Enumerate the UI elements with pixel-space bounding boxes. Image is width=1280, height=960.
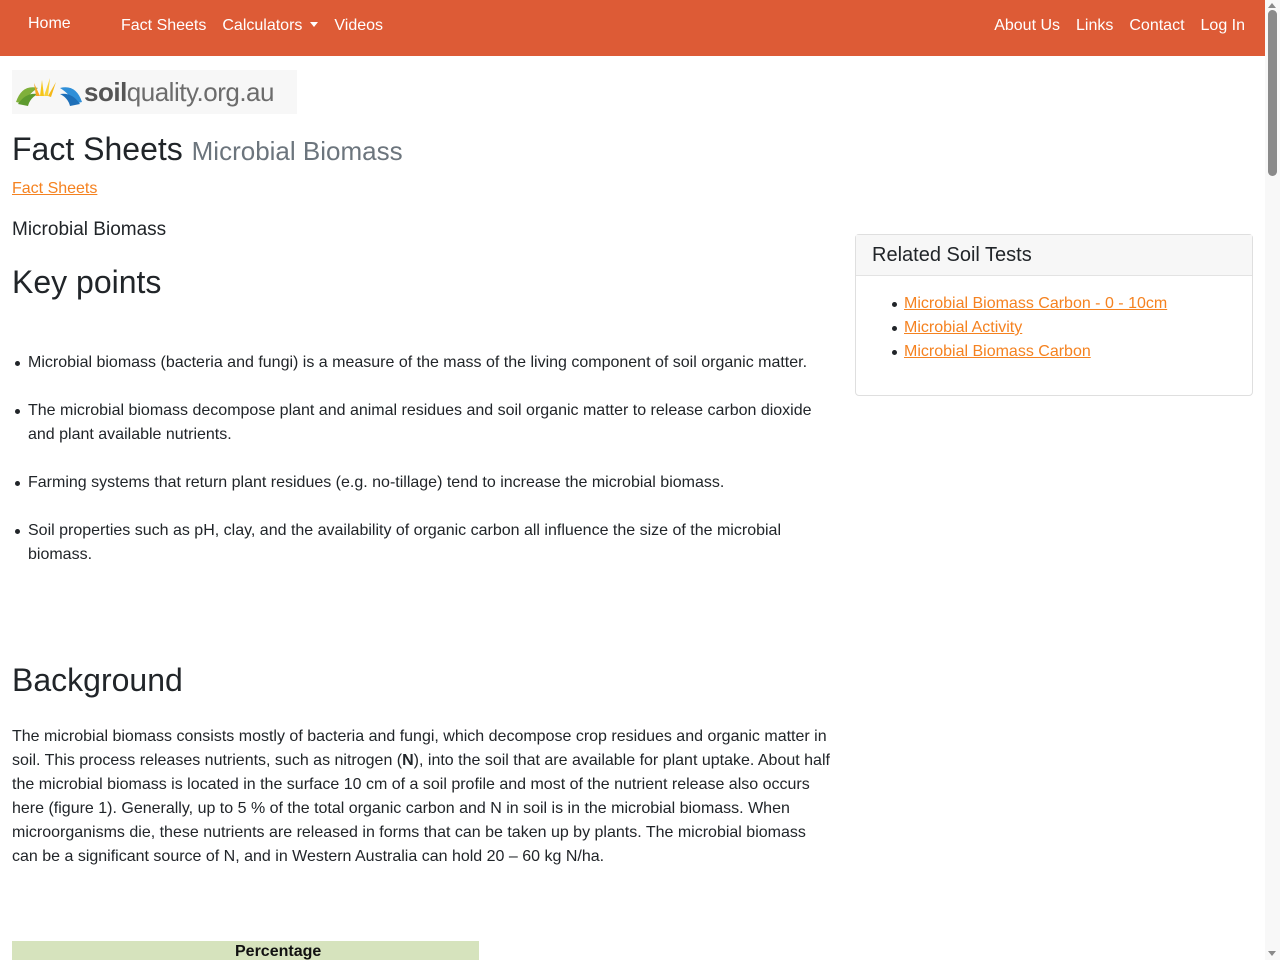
related-item — [890, 316, 1252, 340]
key-points-heading: Key points — [12, 264, 162, 300]
key-point-item: Microbial biomass (bacteria and fungi) is a measure of the mass of the living component of soil organic matter. — [12, 351, 832, 375]
related-item — [890, 340, 1252, 364]
key-point-item: The microbial biomass decompose plant and animal residues and soil organic matter to release carbon dioxide and plant available nutrients. — [12, 399, 832, 447]
nav-left-group — [121, 17, 383, 35]
nav-fact-sheets[interactable]: Fact Sheets — [121, 17, 207, 34]
site-logo[interactable] — [12, 70, 297, 114]
related-link-mbc[interactable]: Microbial Biomass Carbon — [904, 343, 1091, 360]
sunrise-logo-icon — [14, 74, 84, 110]
scroll-thumb[interactable] — [1268, 10, 1277, 176]
nav-calculators-dropdown[interactable] — [222, 17, 318, 35]
top-navbar — [0, 0, 1265, 56]
key-points-list — [12, 351, 832, 591]
key-point-item: Farming systems that return plant residues (e.g. no-tillage) tend to increase the microbial biomass. — [12, 471, 832, 495]
scroll-down-arrow-icon[interactable] — [1268, 951, 1276, 956]
logo-text: soilquality.org.au — [84, 76, 274, 107]
nav-log-in[interactable]: Log In — [1200, 17, 1245, 34]
related-link-microbial-activity[interactable]: Microbial Activity — [904, 319, 1023, 336]
page-subtitle: Microbial Biomass — [12, 219, 167, 240]
breadcrumb-fact-sheets[interactable]: Fact Sheets — [12, 180, 98, 197]
page-title-small: Microbial Biomass — [191, 136, 403, 166]
related-links-list — [856, 276, 1252, 364]
key-point-item: Soil properties such as pH, clay, and the availability of organic carbon all influence the size of the microbial biomass. — [12, 519, 832, 567]
page-title: Fact Sheets Microbial Biomass — [12, 131, 403, 167]
nav-calculators-label: Calculators — [222, 17, 303, 34]
nav-videos[interactable]: Videos — [334, 17, 384, 34]
background-heading: Background — [12, 662, 183, 698]
nav-right-group — [994, 17, 1245, 35]
caret-down-icon — [310, 22, 318, 27]
related-item — [890, 292, 1252, 316]
nav-links[interactable]: Links — [1076, 17, 1114, 34]
scroll-up-arrow-icon[interactable] — [1268, 3, 1276, 8]
related-soil-tests-card — [855, 234, 1253, 396]
figure-table-header — [12, 941, 479, 960]
related-link-mbc-0-10cm[interactable]: Microbial Biomass Carbon - 0 - 10cm — [904, 295, 1168, 312]
related-card-title: Related Soil Tests — [856, 235, 1252, 276]
nav-home-link[interactable]: Home — [28, 15, 71, 32]
nav-contact[interactable]: Contact — [1129, 17, 1185, 34]
page-scrollbar[interactable] — [1265, 0, 1280, 960]
background-paragraph: The microbial biomass consists mostly of bacteria and fungi, which decompose crop residues and organic matter in soil. This process releases nutrients, such as nitrogen (N), into the soil that are available for plant uptake. About half the microbial biomass is located in the surface 10 cm of a soil profile and most of the nutrient release also occurs here (figure 1). Generally, up to 5 % of the total organic carbon and N in soil is in the microbial biomass. When microorganisms die, these nutrients are released in forms that can be taken up by plants. The microbial biomass can be a significant source of N, and in Western Australia can hold 20 – 60 kg N/ha. — [12, 728, 830, 865]
nav-about-us[interactable]: About Us — [994, 17, 1061, 34]
figure-header-label: Percentage — [235, 943, 322, 960]
